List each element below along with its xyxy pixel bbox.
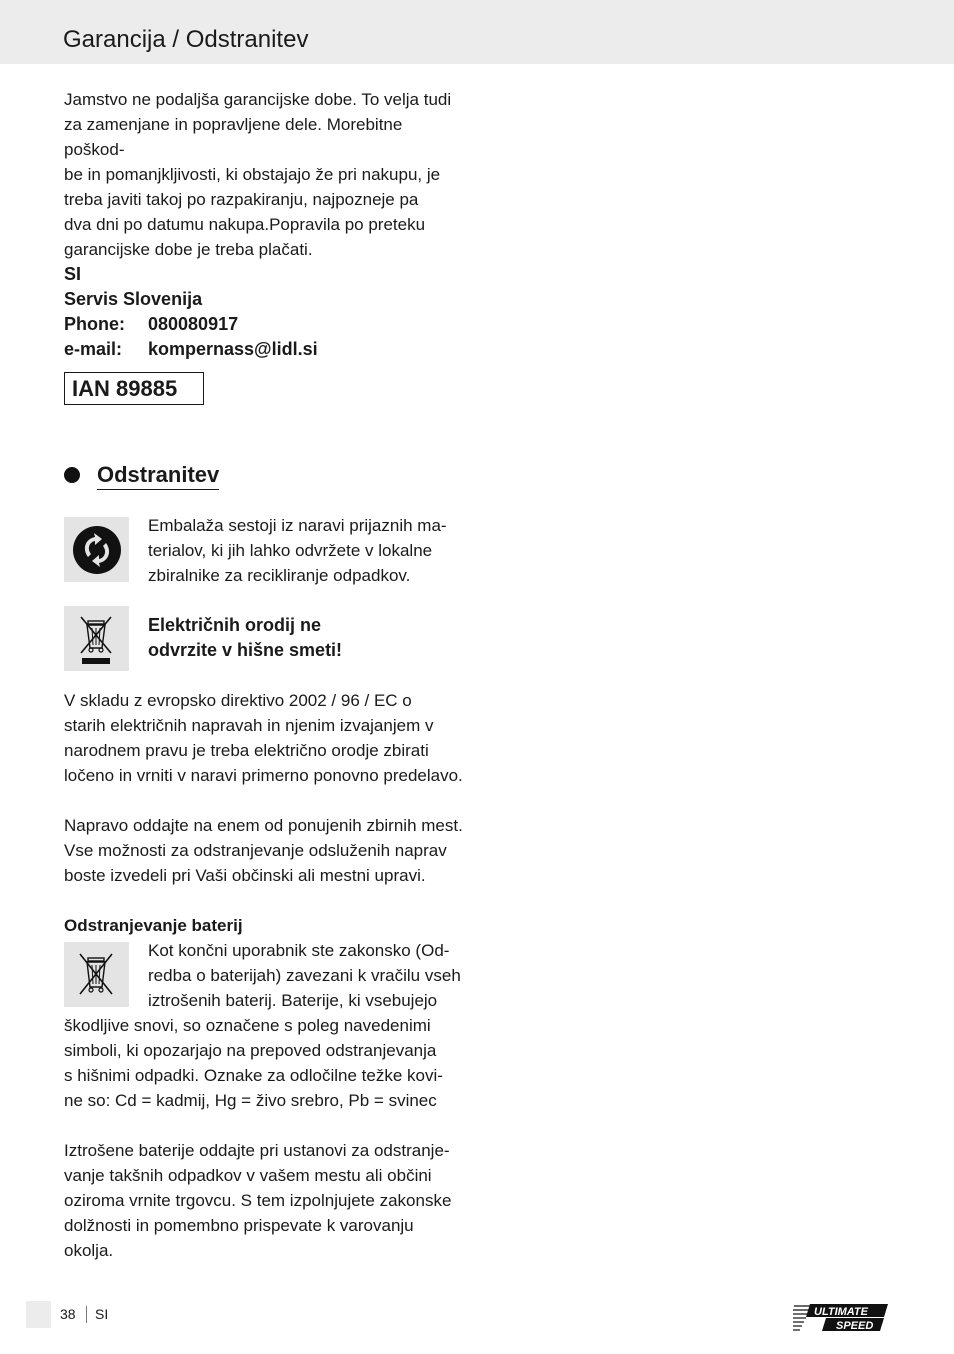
directive-section (64, 688, 464, 788)
directive-text: V skladu z evropsko direktivo 2002 / 96 / EC o starih električnih napravah in njenim izvajanjem v narodnem pravu je treba električno orodje zbirati ločeno in vrniti v naravi primerno ponovno predelavo. (64, 691, 463, 785)
page-title: Garancija / Odstranitev (63, 26, 309, 53)
disposal-heading (64, 460, 219, 490)
battery-section (64, 1013, 464, 1113)
page-number: 38 (60, 1306, 76, 1322)
brand-line2: SPEED (836, 1320, 874, 1332)
ian-box: IAN 89885 (64, 372, 204, 405)
footer-box (26, 1301, 51, 1328)
contact-email-row (64, 337, 318, 362)
phone-value: 080080917 (148, 314, 239, 334)
phone-label: Phone: (64, 314, 125, 334)
footer-separator (86, 1306, 87, 1323)
crossed-bin-battery-icon (64, 942, 129, 1007)
footer-language: SI (95, 1306, 109, 1322)
collection-text: Napravo oddajte na enem od ponujenih zbirnih mest. Vse možnosti za odstranjevanje odsluženih naprav boste izvedeli pri Vaši občinski ali mestni upravi. (64, 816, 463, 885)
warranty-section (64, 87, 464, 262)
battery-return-section (64, 1138, 464, 1263)
brand-line1: ULTIMATE (814, 1306, 868, 1318)
ultimate-speed-logo (792, 1302, 892, 1334)
email-value: kompernass@lidl.si (148, 339, 318, 359)
recycling-green-dot-icon (64, 517, 129, 582)
contact-block (64, 262, 318, 362)
packaging-text: Embalaža sestoji iz naravi prijaznih ma- terialov, ki jih lahko odvržete v lokalne zbiralnike za recikliranje odpadkov. (148, 516, 447, 585)
email-label: e-mail: (64, 339, 123, 359)
contact-phone-row (64, 312, 318, 337)
battery-text-side: Kot končni uporabnik ste zakonsko (Od- redba o baterijah) zavezani k vračilu vseh iztrošenih baterij. Baterije, ki vsebujejo (148, 941, 461, 1010)
bullet-icon (64, 467, 80, 483)
contact-service: Servis Slovenija (64, 289, 203, 309)
crossed-bin-icon (64, 606, 129, 671)
battery-heading: Odstranjevanje baterij (64, 916, 243, 935)
battery-return-text: Iztrošene baterije oddajte pri ustanovi za odstranje- vanje takšnih odpadkov v vašem mestu ali občini oziroma vrnite trgovcu. S tem izpolnjujete zakonske dolžnosti in pomembno prispevate k varovanju okolja. (64, 1141, 452, 1260)
warranty-paragraph: Jamstvo ne podaljša garancijske dobe. To velja tudi za zamenjane in popravljene dele. Morebitne poškod- be in pomanjkljivosti, ki obstajajo že pri nakupu, je treba javiti takoj po razpakiranju, najpozneje pa dva dni po datumu nakupa.Popravila po preteku garancijske dobe je treba plačati. (64, 90, 452, 259)
contact-country: SI (64, 264, 82, 284)
tools-warning: Električnih orodij ne odvrzite v hišne smeti! (148, 615, 343, 660)
disposal-heading-text: Odstranitev (97, 461, 219, 490)
collection-section (64, 813, 464, 888)
battery-text-full: škodljive snovi, so označene s poleg navedenimi simboli, ki opozarjajo na prepoved odstranjevanja s hišnimi odpadki. Oznake za odločilne težke kovi- ne so: Cd = kadmij, Hg = živo srebro, Pb = svinec (64, 1016, 443, 1110)
